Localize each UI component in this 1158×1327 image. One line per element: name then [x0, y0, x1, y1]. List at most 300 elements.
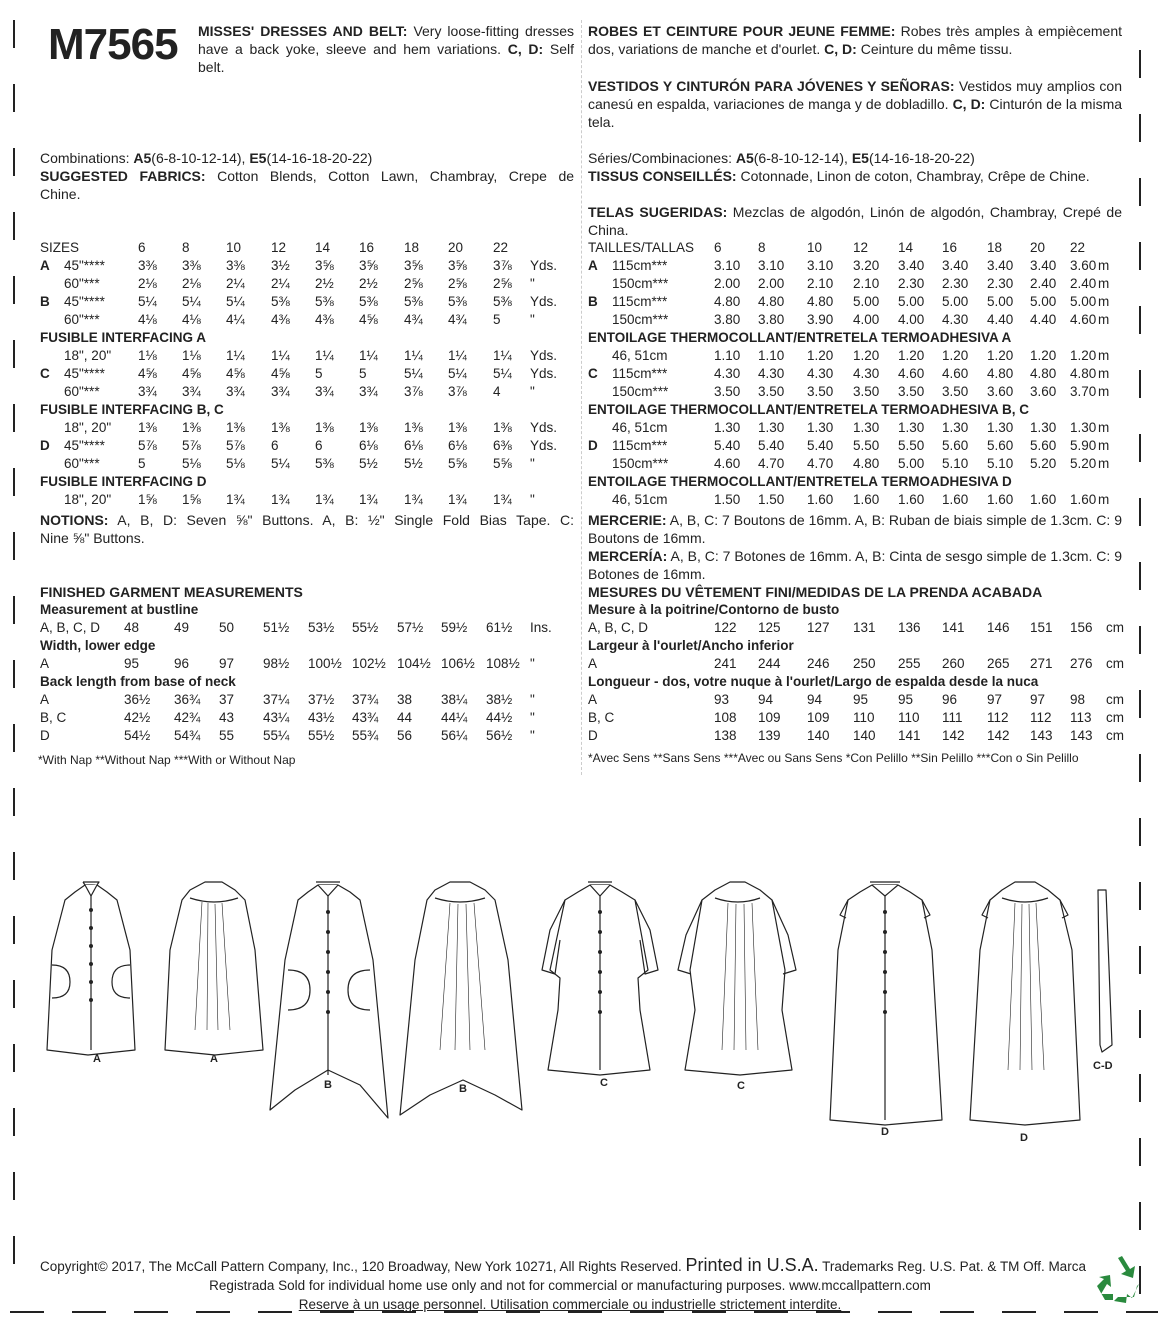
measurement-value: 113 [1070, 710, 1092, 725]
intro-text: Very loose-fitting dresses have a back yoke, sleeve and hem variations. [198, 23, 575, 57]
yardage-value: 4⅝ [226, 366, 245, 381]
fabric-width: 60"*** [64, 384, 100, 399]
yardage-value: 5.00 [898, 456, 925, 471]
yardage-value: 3.50 [758, 384, 785, 399]
copyright-text: Copyright© 2017, The McCall Pattern Company, Inc., 120 Broadway, New York 10271, All Rights Reserved. [40, 1259, 682, 1274]
comb-e: E5 [249, 150, 267, 166]
fabric-width: 60"*** [64, 456, 100, 471]
yardage-value: 2.00 [714, 276, 741, 291]
yardage-value: 1⅜ [315, 420, 334, 435]
fr-cd-text: Ceinture du même tissu. [860, 41, 1013, 57]
yardage-value: 4.80 [714, 294, 741, 309]
yardage-value: 4⅜ [315, 312, 334, 327]
yardage-value: 1.30 [1070, 420, 1097, 435]
merceria-text: A, B, C: 7 Botones de 16mm. A, B: Cinta de sesgo simple de 1.3cm. C: 9 Botones de 16mm. [588, 548, 1122, 582]
measurement-value: 276 [1070, 656, 1093, 671]
yardage-value: 3.40 [942, 258, 969, 273]
yardage-value: 4.70 [807, 456, 834, 471]
yardage-value: 1¾ [271, 492, 290, 507]
yardage-value: 3.10 [714, 258, 741, 273]
measurement-heading [588, 637, 1123, 655]
border-dash [13, 212, 15, 240]
view-label: A, B, C, D [588, 620, 649, 635]
yardage-value: 5⅞ [226, 438, 245, 453]
yardage-value: 3⅜ [138, 258, 157, 273]
yardage-row [588, 419, 1123, 437]
fabric-width: 150cm*** [612, 312, 669, 327]
yardage-value: 4.30 [714, 366, 741, 381]
border-dash [1139, 50, 1141, 78]
yardage-value: 5¼ [271, 456, 290, 471]
yardage-row [40, 419, 575, 437]
yardage-value: 5⅜ [448, 294, 467, 309]
border-dash [13, 596, 15, 624]
yardage-value: 5¼ [138, 294, 157, 309]
yardage-value: 2¼ [226, 276, 245, 291]
measurement-value: 96 [942, 692, 958, 707]
unit-label: m [1098, 456, 1110, 471]
border-dash [1139, 626, 1141, 654]
es-text: Vestidos muy amplios con canesú en espalda, variaciones de manga y de dobladillo. [588, 78, 1123, 112]
yardage-value: 2⅝ [404, 276, 423, 291]
measurement-value: 104½ [397, 656, 431, 671]
size-header: 16 [359, 240, 375, 255]
border-dash [13, 276, 15, 304]
yardage-value: 4 [493, 384, 501, 399]
view-label: D [40, 728, 50, 743]
series-a: A5 [735, 150, 754, 166]
yardage-value: 5.10 [987, 456, 1014, 471]
yardage-row [588, 491, 1123, 509]
measurement-value: 59½ [441, 620, 468, 635]
fabric-width: 115cm*** [612, 438, 668, 453]
measurement-value: 142 [987, 728, 1010, 743]
measurement-value: 156 [1070, 620, 1093, 635]
yardage-value: 5⅜ [359, 294, 378, 309]
size-header: 18 [987, 240, 1003, 255]
yardage-value: 1¾ [315, 492, 334, 507]
measurement-value: 260 [942, 656, 965, 671]
measurement-value: 44¼ [441, 710, 468, 725]
measurement-value: 110 [898, 710, 920, 725]
fgm-title: FINISHED GARMENT MEASUREMENTS [40, 584, 303, 600]
yardage-value: 5¼ [182, 294, 201, 309]
yardage-row [588, 311, 1123, 329]
yardage-value: 5 [138, 456, 146, 471]
measurement-heading [588, 673, 1123, 691]
size-header: 8 [758, 240, 766, 255]
unit-label: Yds. [530, 366, 558, 381]
fr-description [588, 22, 1122, 58]
border-dash [1139, 242, 1141, 270]
size-header: 22 [1070, 240, 1086, 255]
yardage-value: 1.60 [987, 492, 1014, 507]
combinations-label: Combinations: [40, 150, 130, 166]
measurement-value: 141 [942, 620, 965, 635]
yardage-row [588, 275, 1123, 293]
measurement-value: 106½ [441, 656, 475, 671]
yardage-value: 4⅝ [182, 366, 201, 381]
yardage-value: 4¾ [448, 312, 467, 327]
measurement-value: 37½ [308, 692, 335, 707]
yardage-value: 5.20 [1070, 456, 1097, 471]
view-label: B, C [40, 710, 67, 725]
yardage-value: 4.80 [853, 456, 880, 471]
mercerie [588, 511, 1122, 547]
unit-label: " [530, 276, 535, 291]
yardage-row [40, 365, 575, 383]
yardage-value: 1¼ [493, 348, 512, 363]
measurement-value: 50 [219, 620, 235, 635]
measurement-value: 98 [1070, 692, 1086, 707]
measurement-row [40, 727, 575, 745]
yardage-value: 5.10 [942, 456, 969, 471]
size-header: 6 [714, 240, 722, 255]
measurement-value: 143 [1030, 728, 1053, 743]
yardage-value: 1⅜ [448, 420, 467, 435]
garment-illustrations [30, 870, 1130, 1150]
border-dash [1139, 1010, 1141, 1038]
unit-label: " [530, 456, 535, 471]
view-label: D [40, 438, 50, 453]
size-header: 18 [404, 240, 420, 255]
yardage-value: 6 [315, 438, 323, 453]
border-dash [13, 788, 15, 816]
border-dash [1139, 178, 1141, 206]
yardage-value: 1¾ [448, 492, 467, 507]
view-label: A [588, 656, 598, 671]
measurement-section-label: Mesure à la poitrine/Contorno de busto [588, 602, 840, 617]
view-label: A [588, 258, 598, 273]
measurement-value: 37¾ [352, 692, 379, 707]
measurement-value: 122 [714, 620, 737, 635]
measurement-value: 151 [1030, 620, 1053, 635]
yardage-value: 5.00 [1070, 294, 1097, 309]
unit-label: cm [1106, 728, 1124, 743]
yardage-value: 1⅜ [182, 420, 201, 435]
yardage-value: 3.40 [1030, 258, 1057, 273]
yardage-value: 4.30 [807, 366, 834, 381]
yardage-value: 4.70 [758, 456, 785, 471]
belt-illustration [1098, 890, 1112, 1052]
measurement-value: 271 [1030, 656, 1053, 671]
yardage-row [40, 455, 575, 473]
usage-line: Registrada Sold for individual home use only and not for commercial or manufacturing purposes. www.mccallpattern.com [209, 1278, 931, 1293]
yardage-value: 2.10 [807, 276, 834, 291]
yardage-row [40, 275, 575, 293]
label-view-c: C [600, 1077, 608, 1089]
yardage-value: 5.60 [987, 438, 1014, 453]
fabric-width: 18", 20" [64, 492, 112, 507]
yardage-value: 5⅜ [404, 294, 423, 309]
measurement-value: 49 [174, 620, 190, 635]
fabrics-text: Cotton Blends, Cotton Lawn, Chambray, Crepe de [217, 168, 575, 184]
border-dash [72, 1311, 106, 1313]
section-heading [588, 329, 1123, 347]
unit-label: m [1098, 384, 1110, 399]
view-label: A [40, 692, 50, 707]
measurement-value: 255 [898, 656, 921, 671]
yardage-value: 5.20 [1030, 456, 1057, 471]
view-a-front-illustration [47, 882, 135, 1055]
yardage-value: 1.20 [1030, 348, 1057, 363]
yardage-row [588, 293, 1123, 311]
size-header: 14 [898, 240, 914, 255]
unit-label: Yds. [530, 438, 558, 453]
measurement-value: 109 [758, 710, 781, 725]
border-dash [13, 980, 15, 1008]
label-view-b: B [324, 1079, 332, 1091]
yardage-value: 3⅝ [448, 258, 467, 273]
yardage-value: 3⅝ [315, 258, 334, 273]
yardage-value: 4⅝ [138, 366, 157, 381]
yardage-value: 2.00 [758, 276, 785, 291]
sizes-header-row [588, 239, 1123, 257]
measurement-value: 96 [174, 656, 190, 671]
sizes-label: SIZES [40, 240, 80, 255]
yardage-value: 1.50 [758, 492, 785, 507]
yardage-value: 4.80 [1030, 366, 1057, 381]
yardage-value: 3⅜ [182, 258, 201, 273]
measurement-value: 51½ [263, 620, 290, 635]
view-d-back-illustration [970, 882, 1080, 1125]
border-dash [13, 84, 15, 112]
measurement-value: 136 [898, 620, 921, 635]
section-heading [40, 329, 575, 347]
mercerie-text: A, B, C: 7 Boutons de 16mm. A, B: Ruban de biais simple de 1.3cm. C: 9 Boutons de 16mm. [588, 512, 1122, 546]
yardage-value: 1.30 [898, 420, 925, 435]
notions-text-2: Nine ⅝" Buttons. [40, 530, 145, 546]
border-dash [13, 916, 15, 944]
yardage-value: 5⅝ [493, 456, 512, 471]
fabric-width: 150cm*** [612, 276, 669, 291]
intro-title: MISSES' DRESSES AND BELT: [198, 23, 408, 39]
tissus-text: Cotonnade, Linon de coton, Chambray, Crêpe de Chine. [740, 168, 1090, 184]
border-dash [13, 1236, 15, 1264]
yardage-value: 1⅝ [182, 492, 201, 507]
yardage-value: 3.50 [853, 384, 880, 399]
measurement-value: 55 [219, 728, 235, 743]
yardage-value: 3¾ [315, 384, 334, 399]
yardage-value: 1.60 [853, 492, 880, 507]
yardage-value: 4.40 [1030, 312, 1057, 327]
yardage-value: 3.80 [758, 312, 785, 327]
yardage-value: 4.00 [853, 312, 880, 327]
combinations [40, 149, 574, 167]
measurement-value: 95 [853, 692, 869, 707]
measurement-value: 36¾ [174, 692, 201, 707]
yardage-value: 3⅝ [404, 258, 423, 273]
yardage-value: 2.30 [987, 276, 1014, 291]
yardage-row [40, 293, 575, 311]
label-view-d: D [881, 1126, 889, 1138]
fabric-width: 18", 20" [64, 348, 112, 363]
unit-label: m [1098, 366, 1110, 381]
yardage-value: 5⅜ [271, 294, 290, 309]
yardage-value: 5.50 [853, 438, 880, 453]
yardage-row [40, 383, 575, 401]
yardage-value: 3⅞ [493, 258, 512, 273]
yardage-value: 4.30 [853, 366, 880, 381]
yardage-value: 3⅝ [359, 258, 378, 273]
yardage-value: 1.20 [807, 348, 834, 363]
yardage-value: 3¾ [138, 384, 157, 399]
measurement-value: 44 [397, 710, 413, 725]
yardage-value: 5.00 [1030, 294, 1057, 309]
yardage-value: 2¼ [271, 276, 290, 291]
yardage-value: 4⅛ [138, 312, 157, 327]
measurement-value: 38 [397, 692, 413, 707]
fabric-width: 18", 20" [64, 420, 112, 435]
size-header: 16 [942, 240, 958, 255]
comb-a: A5 [133, 150, 152, 166]
yardage-value: 4.80 [807, 294, 834, 309]
yardage-value: 5.00 [898, 294, 925, 309]
fabric-width: 46, 51cm [612, 492, 668, 507]
yardage-value: 4⅝ [359, 312, 378, 327]
border-dash [1139, 946, 1141, 974]
border-dash [13, 660, 15, 688]
yardage-value: 2½ [359, 276, 378, 291]
es-title: VESTIDOS Y CINTURÓN PARA JÓVENES Y SEÑORAS: [588, 78, 955, 94]
border-dash [1126, 1311, 1158, 1313]
border-dash [1139, 754, 1141, 782]
measurement-value: 109 [807, 710, 830, 725]
size-header: 12 [853, 240, 869, 255]
yardage-value: 4.30 [942, 312, 969, 327]
border-dash [1139, 370, 1141, 398]
measurement-heading [40, 673, 575, 691]
yardage-row [40, 311, 575, 329]
measurement-value: 98½ [263, 656, 290, 671]
intro-description [198, 22, 574, 76]
fabric-width: 60"*** [64, 312, 100, 327]
border-dash [1139, 690, 1141, 718]
view-label: B [588, 294, 598, 309]
fabric-width: 45"**** [64, 438, 105, 453]
border-dash [13, 340, 15, 368]
es-cd: C, D: [952, 96, 986, 112]
measurement-value: 131 [853, 620, 876, 635]
yardage-value: 4¼ [226, 312, 245, 327]
section-label: ENTOILAGE THERMOCOLLANT/ENTRETELA TERMOADHESIVA B, C [588, 402, 1029, 417]
measurement-value: 56 [397, 728, 413, 743]
fabrics-text-2: Chine. [40, 186, 81, 202]
yardage-value: 3½ [271, 258, 290, 273]
unit-label: " [530, 492, 535, 507]
unit-label: " [530, 692, 535, 707]
yardage-row [40, 491, 575, 509]
border-dash [13, 724, 15, 752]
measurement-value: 139 [758, 728, 781, 743]
yardage-value: 3¾ [182, 384, 201, 399]
border-dash [1064, 1311, 1098, 1313]
measurement-value: 54¾ [174, 728, 201, 743]
unit-label: cm [1106, 692, 1124, 707]
notions [40, 511, 574, 529]
tissus-conseilles [588, 167, 1122, 185]
unit-label: m [1098, 438, 1110, 453]
unit-label: m [1098, 492, 1110, 507]
label-view-b-back: B [459, 1083, 467, 1095]
measurement-row [40, 709, 575, 727]
measurement-value: 55¾ [352, 728, 379, 743]
yardage-value: 6⅛ [359, 438, 378, 453]
measurement-value: 37 [219, 692, 235, 707]
yardage-value: 4.40 [987, 312, 1014, 327]
pattern-number: M7565 [48, 20, 178, 69]
measurement-row [588, 619, 1123, 637]
yardage-value: 5.00 [853, 294, 880, 309]
fabric-width: 150cm*** [612, 384, 669, 399]
yardage-value: 5⅛ [182, 456, 201, 471]
yardage-value: 4.60 [714, 456, 741, 471]
yardage-value: 3.60 [1030, 384, 1057, 399]
printed-in-usa: Printed in U.S.A. [685, 1255, 819, 1275]
yardage-value: 3¾ [226, 384, 245, 399]
yardage-value: 3.60 [1070, 258, 1097, 273]
border-dash [1139, 1074, 1141, 1102]
recycle-icon [1093, 1256, 1143, 1304]
yardage-value: 3.50 [714, 384, 741, 399]
measurement-heading [40, 637, 575, 655]
measurement-section-label: Measurement at bustline [40, 602, 199, 617]
measurement-value: 95 [124, 656, 140, 671]
measurement-value: 110 [853, 710, 875, 725]
fabric-width: 115cm*** [612, 366, 668, 381]
yardage-row [40, 347, 575, 365]
view-c-front-illustration [542, 882, 658, 1075]
border-dash [13, 468, 15, 496]
label-view-cd-belt: C-D [1093, 1060, 1113, 1072]
measurement-value: 48 [124, 620, 140, 635]
yardage-value: 5.50 [898, 438, 925, 453]
yardage-value: 1.50 [714, 492, 741, 507]
size-header: 22 [493, 240, 509, 255]
yardage-value: 4.60 [1070, 312, 1097, 327]
yardage-value: 1⅜ [226, 420, 245, 435]
yardage-value: 3.90 [807, 312, 834, 327]
yardage-value: 1⅜ [271, 420, 290, 435]
unit-label: Yds. [530, 294, 558, 309]
measurement-value: 142 [942, 728, 965, 743]
yardage-value: 5.60 [1030, 438, 1057, 453]
measurement-value: 111 [942, 710, 963, 725]
yardage-value: 5½ [359, 456, 378, 471]
telas-label: TELAS SUGERIDAS: [588, 204, 728, 220]
unit-label: m [1098, 258, 1110, 273]
yardage-value: 5¼ [493, 366, 512, 381]
section-label: ENTOILAGE THERMOCOLLANT/ENTRETELA TERMOADHESIVA A [588, 330, 1012, 345]
series-a-sizes: (6-8-10-12-14), [753, 150, 848, 166]
measurement-row [40, 619, 575, 637]
yardage-value: 1.60 [942, 492, 969, 507]
fabric-width: 45"**** [64, 258, 105, 273]
fabric-width: 45"**** [64, 294, 105, 309]
yardage-value: 5½ [404, 456, 423, 471]
fabrics-label: SUGGESTED FABRICS: [40, 168, 206, 184]
sizes-label: TAILLES/TALLAS [588, 240, 695, 255]
yardage-value: 2.30 [898, 276, 925, 291]
size-header: 20 [1030, 240, 1046, 255]
size-header: 10 [226, 240, 242, 255]
unit-label: cm [1106, 710, 1124, 725]
measurement-section-label: Longueur - dos, votre nuque à l'ourlet/Largo de espalda desde la nuca [588, 674, 1039, 689]
measurement-section-label: Back length from base of neck [40, 674, 236, 689]
yardage-value: 3.50 [942, 384, 969, 399]
yardage-value: 1⅜ [493, 420, 512, 435]
border-dash [13, 404, 15, 432]
